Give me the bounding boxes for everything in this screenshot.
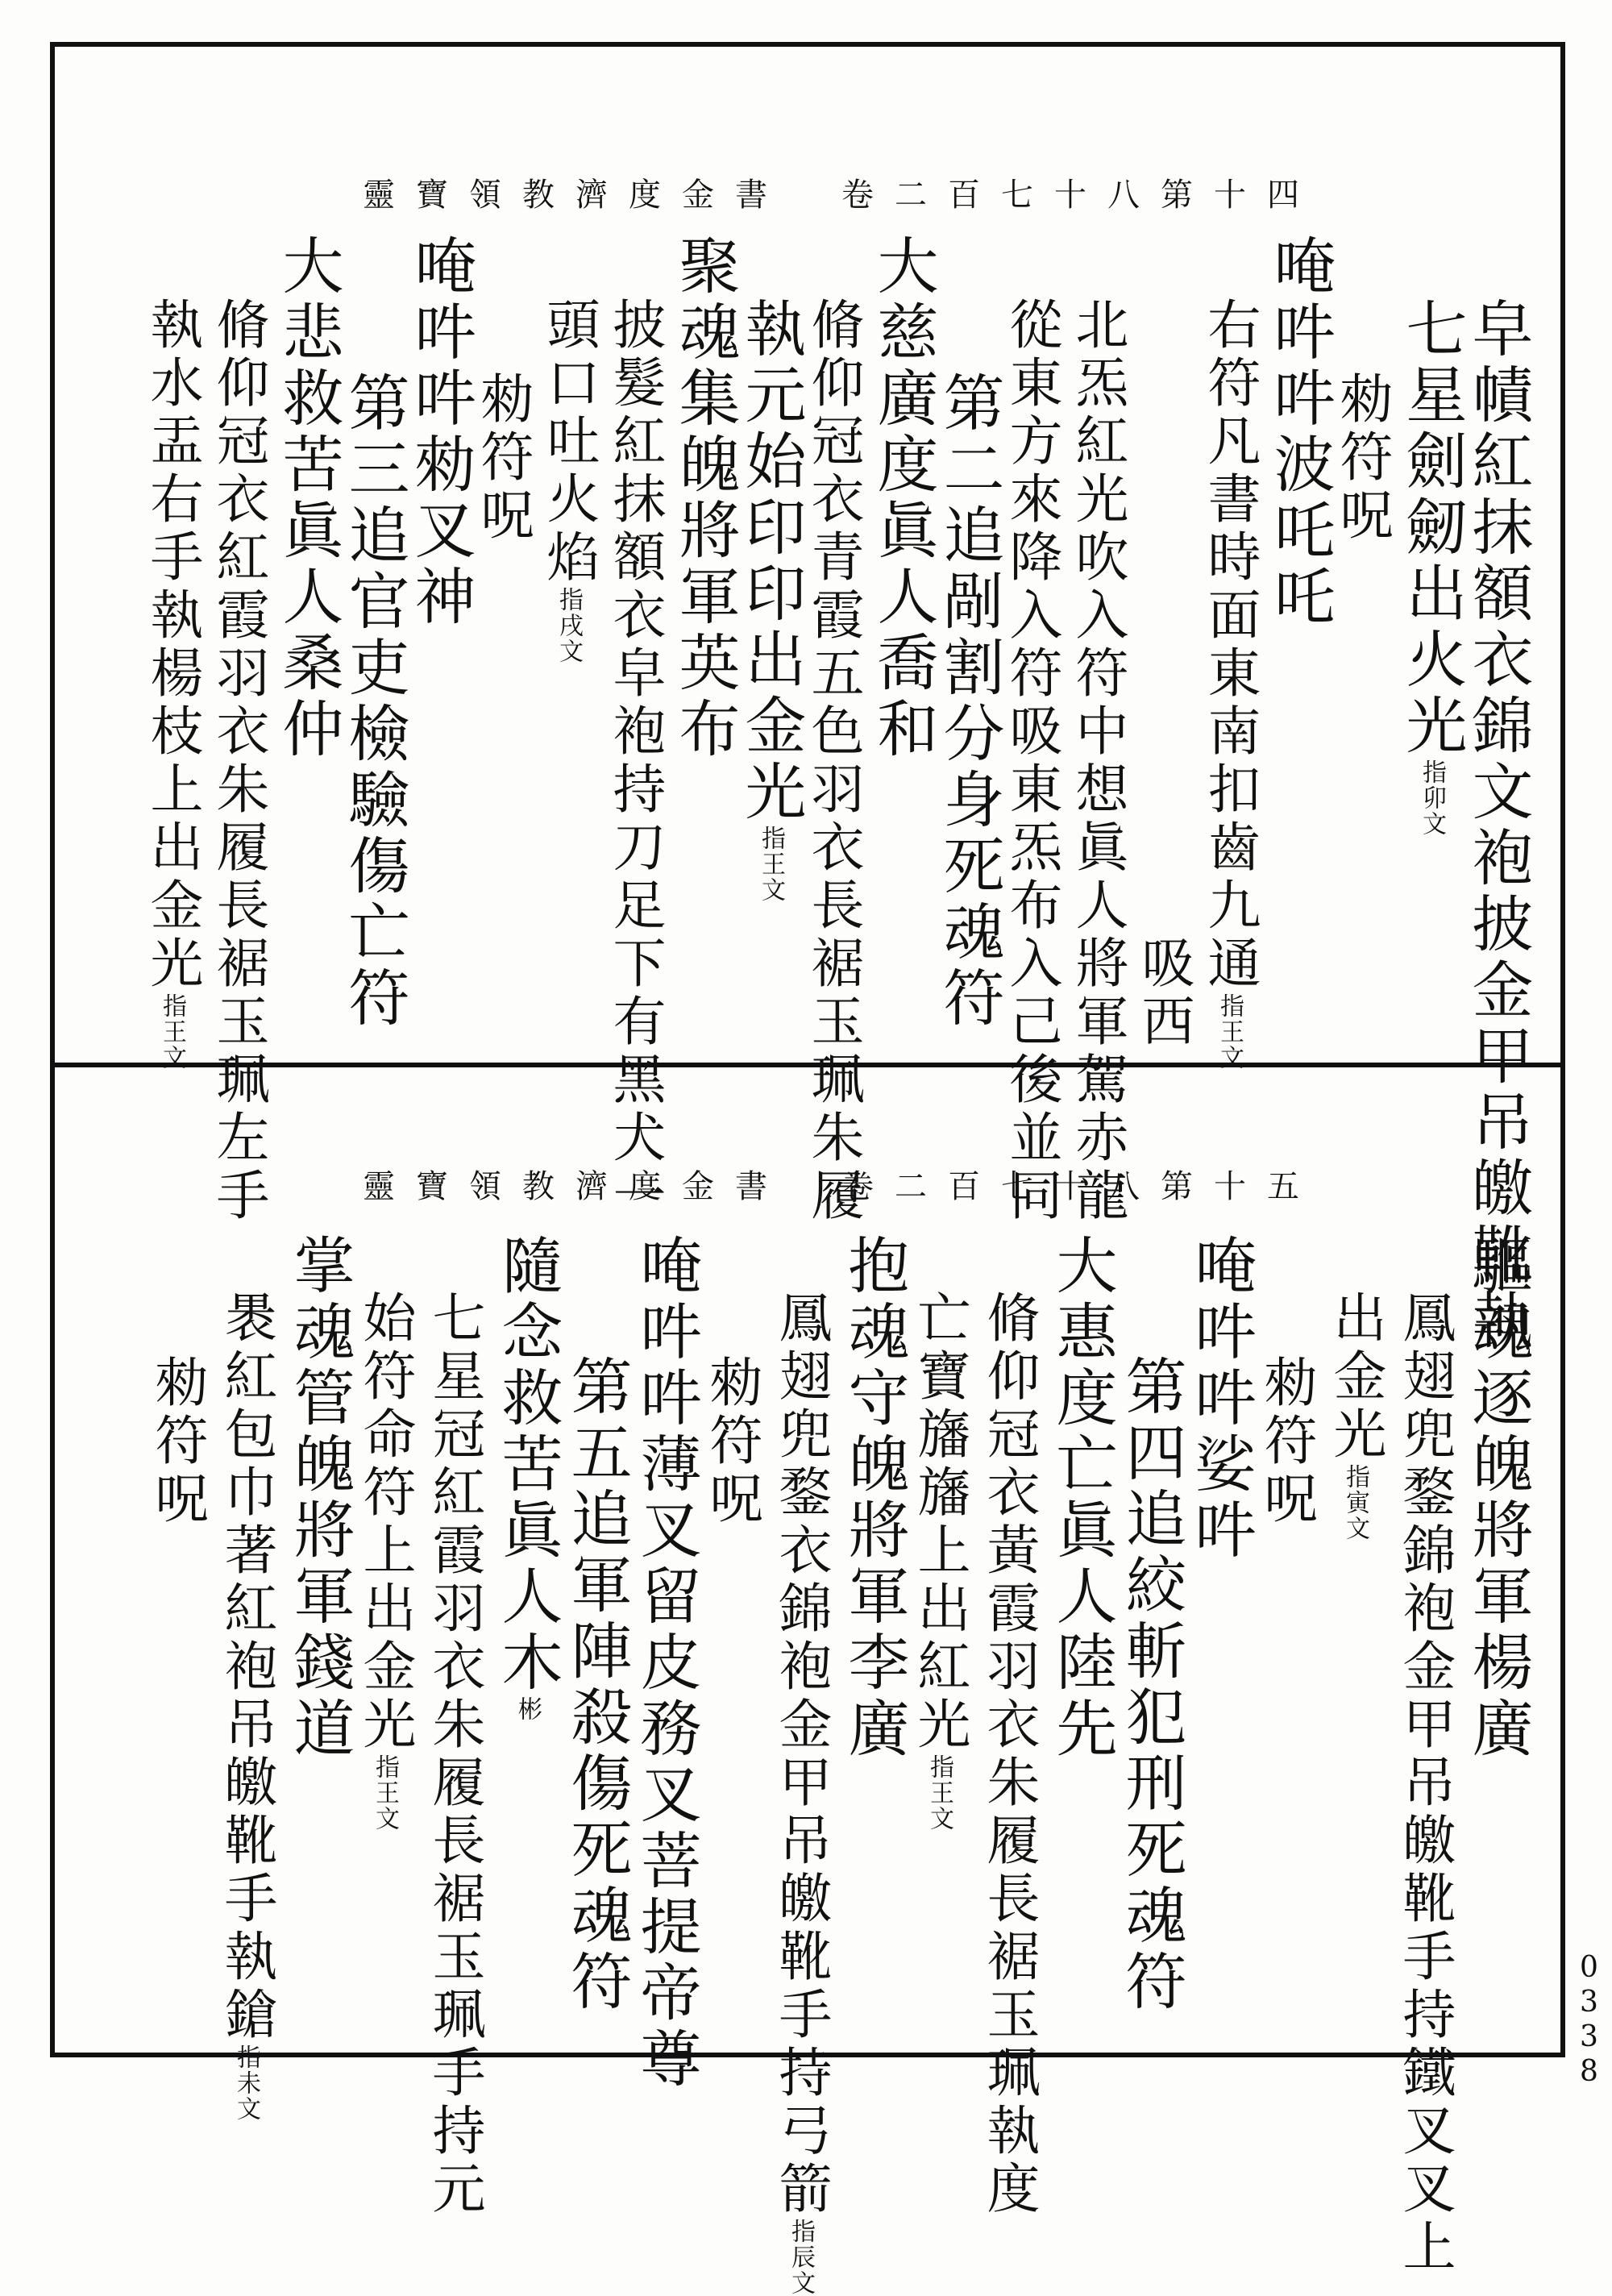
- column-text: 鳳翅兜鍪衣錦袍金甲吊皦靴手持弓箭: [770, 1290, 832, 2219]
- top-text-column: [604, 297, 666, 1225]
- bottom-text-column: [561, 1354, 633, 2015]
- top-text-column: [272, 234, 344, 763]
- column-text: 勑符呪: [472, 371, 534, 545]
- top-text-column: [933, 371, 1005, 1032]
- top-text-column: [339, 371, 410, 1032]
- column-text: 第二追剮割分身死魂符: [933, 371, 1005, 1032]
- column-text: 勑符呪: [1331, 371, 1393, 545]
- column-text: 抱魂守魄將軍李廣: [838, 1233, 910, 1762]
- top-text-column: [802, 297, 864, 1225]
- bottom-text-column: [700, 1354, 762, 1529]
- top-text-column: [207, 297, 269, 1225]
- column-text: 執水盂右手執楊枝上出金光: [141, 297, 203, 993]
- column-text: 第四追絞斬犯刑死魂符: [1116, 1354, 1187, 2015]
- top-text-column: [141, 297, 203, 1071]
- column-note: 彬: [513, 1696, 542, 1722]
- bottom-page-header: 靈寶領教濟度金書 卷二百七十八第十五: [363, 1168, 1320, 1205]
- bottom-text-column: [838, 1233, 910, 1762]
- column-text: 勑符呪: [700, 1354, 762, 1529]
- top-text-column: [405, 234, 476, 630]
- column-note: 指王文: [158, 993, 186, 1071]
- column-note: 指辰文: [787, 2219, 815, 2296]
- top-text-column: [1462, 297, 1534, 1354]
- column-note: 指王文: [371, 1754, 399, 1832]
- column-text: 執元始印印出金光: [735, 297, 807, 826]
- column-text: 七星劍劒出火光: [1396, 297, 1468, 759]
- top-text-column: [867, 234, 939, 763]
- column-note: 指戌文: [555, 587, 583, 664]
- bottom-text-column: [215, 1290, 277, 2122]
- bottom-text-column: [492, 1233, 563, 1722]
- column-text: 勑符呪: [1255, 1354, 1317, 1529]
- column-text: 七星冠紅霞羽衣朱履長裾玉珮手持元: [423, 1290, 485, 2219]
- column-text: 脩仰冠衣黃霞羽衣朱履長裾玉珮執度: [978, 1290, 1040, 2219]
- column-text: 大惠度亡眞人陸先: [1046, 1233, 1118, 1762]
- column-text: 第三追官吏檢驗傷亡符: [339, 371, 410, 1032]
- bottom-text-column: [146, 1354, 208, 1529]
- column-text: 唵吽吽薄叉留皮務叉菩提帝尊: [630, 1233, 702, 2093]
- column-text: 脩仰冠衣紅霞羽衣朱履長裾玉珮左手: [207, 297, 269, 1225]
- column-text: 驅魂逐魄將軍楊廣: [1462, 1233, 1534, 1762]
- bottom-text-column: [1255, 1354, 1317, 1529]
- column-note: 指王文: [757, 826, 785, 903]
- column-text: 皁幘紅抹額衣錦文袍披金甲吊皦靴執: [1462, 297, 1534, 1354]
- column-text: 隨念救苦眞人木: [492, 1233, 563, 1696]
- column-text: 掌魂管魄將軍錢道: [284, 1233, 355, 1762]
- column-text: 始符命符上出金光: [354, 1290, 416, 1754]
- top-text-column: [1000, 297, 1062, 1225]
- column-text: 褁紅包巾著紅袍吊皦靴手執鎗: [215, 1290, 277, 2044]
- column-text: 鳳翅兜鍪錦袍金甲吊皦靴手持鐵叉叉上: [1394, 1290, 1456, 2277]
- column-text: 脩仰冠衣青霞五色羽衣長裾玉珮朱履: [802, 297, 864, 1225]
- top-text-column: [669, 234, 741, 763]
- column-text: 披髮紅抹額衣皁袍持刀足下有黑犬一: [604, 297, 666, 1225]
- column-text: 大悲救苦眞人桑仲: [272, 234, 344, 763]
- column-text: 北炁紅光吹入符中想眞人將軍駕赤龍: [1066, 297, 1128, 1225]
- bottom-text-column: [1046, 1233, 1118, 1762]
- column-text: 大慈廣度眞人喬和: [867, 234, 939, 763]
- top-text-column: [735, 297, 807, 903]
- bottom-text-column: [284, 1233, 355, 1762]
- top-text-column: [1199, 297, 1261, 1071]
- bottom-text-column: [770, 1290, 832, 2296]
- bottom-text-column: [354, 1290, 416, 1832]
- column-text: 唵吽吽波吒吒: [1264, 234, 1336, 630]
- bottom-text-column: [908, 1290, 970, 1832]
- top-text-column: [472, 371, 534, 545]
- bottom-text-column: [978, 1290, 1040, 2219]
- bottom-text-column: [423, 1290, 485, 2219]
- column-text: 亡寶旛旛上出紅光: [908, 1290, 970, 1754]
- top-text-column: [1264, 234, 1336, 630]
- bottom-text-column: [1116, 1354, 1187, 2015]
- column-text: 第五追軍陣殺傷死魂符: [561, 1354, 633, 2015]
- column-text: 出金光: [1324, 1290, 1386, 1464]
- bottom-text-column: [1185, 1233, 1257, 1564]
- bottom-text-column: [630, 1233, 702, 2093]
- bottom-text-column: [1394, 1290, 1456, 2277]
- column-text: 唵吽吽勑叉神: [405, 234, 476, 630]
- top-text-column: [538, 297, 600, 664]
- column-text: 唵吽吽娑吽: [1185, 1233, 1257, 1564]
- column-text: 勑符呪: [146, 1354, 208, 1529]
- column-text: 聚魂集魄將軍英布: [669, 234, 741, 763]
- column-note: 指未文: [232, 2044, 260, 2122]
- column-note: 指王文: [1215, 993, 1244, 1071]
- column-text: 從東方來降入符吸東炁布入己後並同: [1000, 297, 1062, 1225]
- margin-page-number: 0338: [1573, 1951, 1606, 2090]
- bottom-text-column: [1324, 1290, 1386, 1541]
- column-note: 指寅文: [1341, 1464, 1369, 1541]
- top-text-column: [1331, 371, 1393, 545]
- top-page-header: 靈寶領教濟度金書 卷二百七十八第十四: [363, 177, 1320, 214]
- column-note: 指卯文: [1418, 759, 1446, 837]
- column-note: 指王文: [925, 1754, 953, 1832]
- column-text: 頭口吐火焰: [538, 297, 600, 587]
- top-text-column: [1396, 297, 1468, 837]
- bottom-text-column: [1462, 1233, 1534, 1762]
- top-text-column: [1066, 297, 1128, 1225]
- column-text: 右符凡書時面東南扣齒九通: [1199, 297, 1261, 993]
- column-text: 吸西: [1132, 935, 1194, 1051]
- top-text-column: [1132, 935, 1194, 1051]
